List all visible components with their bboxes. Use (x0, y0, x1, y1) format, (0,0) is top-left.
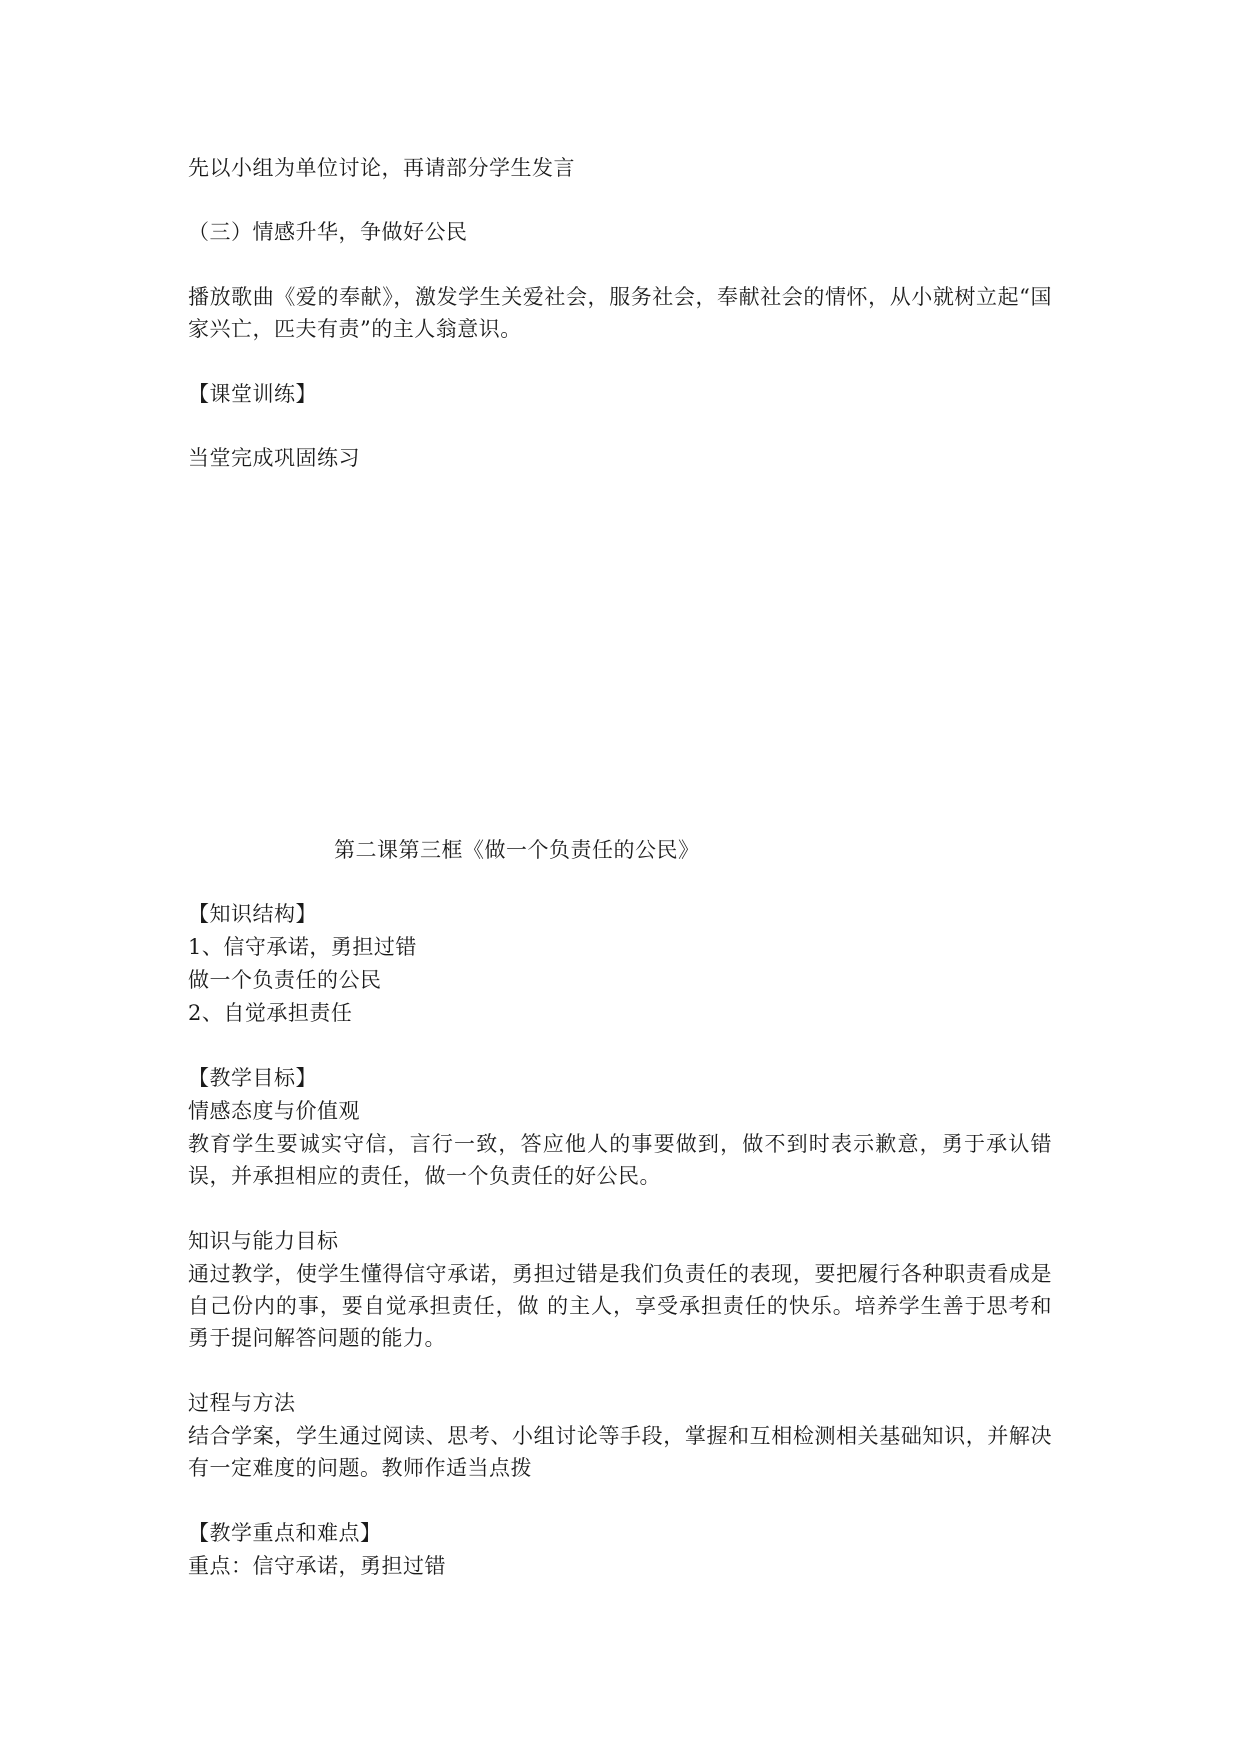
knowledge-structure-heading: 【知识结构】 (188, 902, 317, 926)
knowledge-ability-heading: 知识与能力目标 (188, 1229, 339, 1253)
lesson-title: 第二课第三框《做一个负责任的公民》 (334, 838, 700, 862)
key-points-heading: 【教学重点和难点】 (188, 1521, 382, 1545)
song-paragraph: 播放歌曲《爱的奉献》，激发学生关爱社会，服务社会，奉献社会的情怀，从小就树立起“国家兴亡，匹夫有责”的主人翁意识。 (188, 285, 1052, 341)
knowledge-center: 做一个负责任的公民 (188, 968, 382, 992)
knowledge-ability-text: 通过教学，使学生懂得信守承诺，勇担过错是我们负责任的表现，要把履行各种职责看成是自己份内的事，要自觉承担责任，做 的主人，享受承担责任的快乐。培养学生善于思考和勇于提问解答问题的能力。 (188, 1262, 1052, 1350)
discussion-instruction: 先以小组为单位讨论，再请部分学生发言 (188, 156, 575, 180)
process-method-heading: 过程与方法 (188, 1391, 296, 1415)
emotion-values-heading: 情感态度与价值观 (188, 1099, 360, 1123)
knowledge-item-2: 2、自觉承担责任 (188, 1001, 353, 1025)
process-method-text: 结合学案，学生通过阅读、思考、小组讨论等手段，掌握和互相检测相关基础知识，并解决有一定难度的问题。教师作适当点拨 (188, 1424, 1052, 1480)
classroom-training-heading: 【课堂训练】 (188, 382, 317, 406)
classroom-training-text: 当堂完成巩固练习 (188, 446, 360, 470)
key-point-text: 重点：信守承诺，勇担过错 (188, 1554, 446, 1578)
emotion-values-text: 教育学生要诚实守信，言行一致，答应他人的事要做到，做不到时表示歉意，勇于承认错误，并承担相应的责任，做一个负责任的好公民。 (188, 1132, 1052, 1188)
knowledge-item-1: 1、信守承诺，勇担过错 (188, 935, 417, 959)
section-heading-emotion: （三）情感升华，争做好公民 (188, 220, 468, 244)
teaching-goals-heading: 【教学目标】 (188, 1066, 317, 1090)
